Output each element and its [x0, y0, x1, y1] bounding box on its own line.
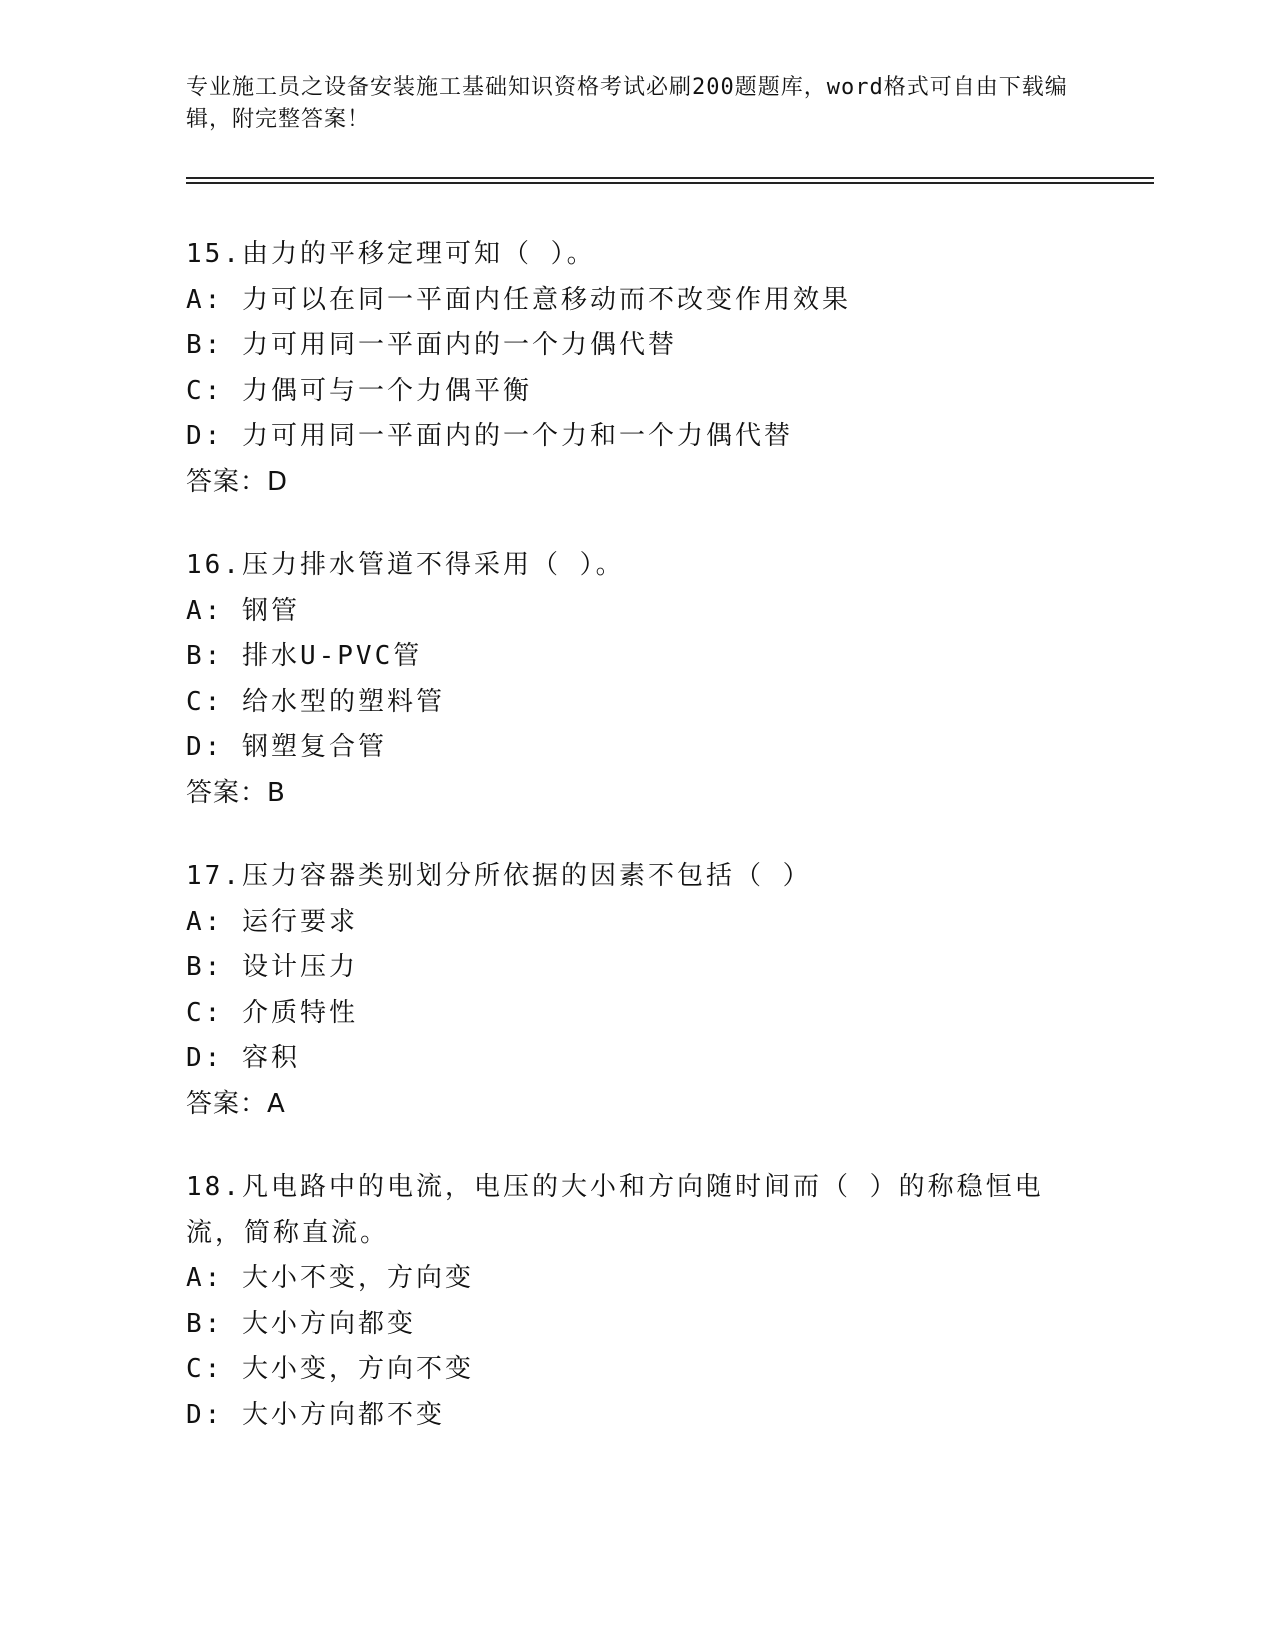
option-a: A: 力可以在同一平面内任意移动而不改变作用效果 [186, 284, 851, 315]
answer-key: 答案：B [186, 777, 286, 808]
option-d: D: 大小方向都不变 [186, 1399, 445, 1430]
option-a: A: 运行要求 [186, 906, 358, 937]
option-b: B: 大小方向都变 [186, 1308, 416, 1339]
question-stem: 17.压力容器类别划分所依据的因素不包括（ ） [186, 861, 812, 891]
question-16 [186, 543, 1086, 816]
header-divider-bottom [186, 182, 1154, 184]
question-17 [186, 854, 1086, 1127]
question-list [186, 232, 1086, 1476]
option-b: B: 力可用同一平面内的一个力偶代替 [186, 330, 677, 360]
answer-key: 答案：D [186, 466, 289, 497]
question-15 [186, 232, 1086, 505]
option-b: B: 排水U-PVC管 [186, 641, 423, 671]
option-c: C: 力偶可与一个力偶平衡 [186, 375, 532, 406]
option-c: C: 介质特性 [186, 997, 358, 1028]
option-a: A: 大小不变，方向变 [186, 1263, 474, 1293]
question-stem: 16.压力排水管道不得采用（ ）。 [186, 550, 625, 580]
question-18 [186, 1165, 1086, 1438]
document-header: 专业施工员之设备安装施工基础知识资格考试必刷200题题库，word格式可自由下载编辑，附完整答案！ [186, 75, 1068, 132]
option-c: C: 给水型的塑料管 [186, 686, 445, 717]
header-divider-top [186, 177, 1154, 179]
option-d: D: 力可用同一平面内的一个力和一个力偶代替 [186, 421, 793, 451]
question-stem: 15.由力的平移定理可知（ ）。 [186, 239, 596, 269]
option-c: C: 大小变，方向不变 [186, 1354, 474, 1384]
option-d: D: 钢塑复合管 [186, 732, 387, 762]
option-d: D: 容积 [186, 1043, 300, 1073]
option-b: B: 设计压力 [186, 952, 358, 982]
answer-key: 答案：A [186, 1088, 286, 1119]
question-stem: 18.凡电路中的电流，电压的大小和方向随时间而（ ）的称稳恒电流，简称直流。 [186, 1172, 1044, 1248]
option-a: A: 钢管 [186, 595, 300, 626]
